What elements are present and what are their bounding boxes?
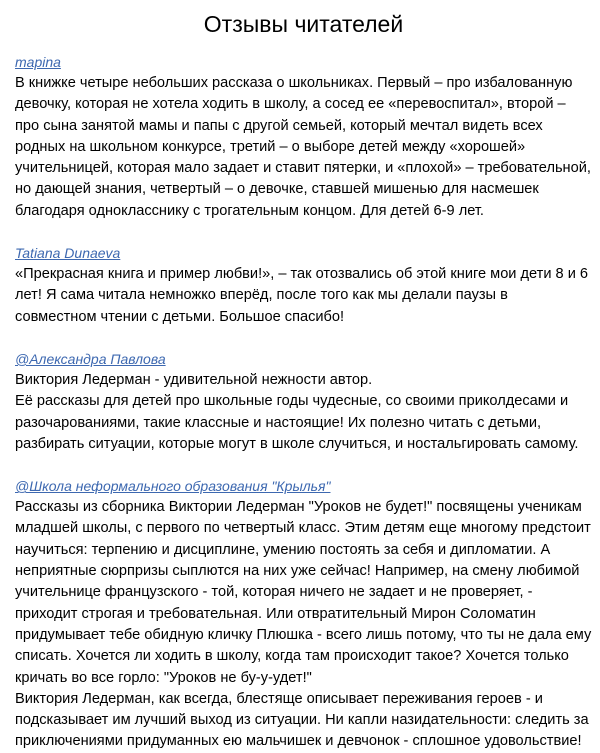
review-item (15, 348, 592, 455)
review-text: В книжке четыре небольших рассказа о школьниках. Первый – про избалованную девочку, которая не хотела ходить в школу, а сосед ее «перевоспитал», второй – про сына занятой мамы и папы с другой семьей, который мечтал видеть всех родных на школьном конкурсе, третий – о выборе детей между «хорошей» учительницей, которая мало задает и ставит пятерки, и «плохой» – требовательной, но дающей знания, четвертый – о девочке, ставшей мишенью для насмешек благодаря однокласснику с трогательным концом. Для детей 6-9 лет. (15, 75, 591, 219)
review-text: «Прекрасная книга и пример любви!», – так отозвались об этой книге мои дети 8 и 6 лет! Я сама читала немножко вперёд, после того как мы делали паузы в совместном чтении с детьми. Большое спасибо! (15, 266, 589, 325)
review-item (15, 475, 592, 753)
review-text: Рассказы из сборника Виктории Ледерман "Уроков не будет!" посвящены ученикам младшей школы, с первого по четвертый класс. Этим детям еще многому предстоит научиться: терпению и дисциплине, умению постоять за себя и дипломатии. А неприятные сюрпризы сыплются на них уже сейчас! Например, на смену любимой учительнице французского - той, которая ничего не задает и не проверяет, - приходит строгая и требовательная. Или отвратительный Мирон Соломатин придумывает тебе обидную кличку Плюшка - всего лишь потому, что ты не дала ему списать. Хочется ли ходить в школу, когда там происходит такое? Хочется только кричать во все горло: "Уроков не бу-у-удет!" Виктория Ледерман, как всегда, блестяще описывает переживания героев - и подсказывает им лучший выход из ситуации. Ни капли назидательности: следить за приключениями придуманных ею мальчишек и девчонок - сплошное удовольствие! (15, 499, 592, 750)
review-author-link[interactable]: Tatiana Dunaeva (15, 245, 121, 262)
review-text: Виктория Ледерман - удивительной нежности автор. Её рассказы для детей про школьные годы чудесные, со своими приколдесами и разочарованиями, такие классные и настоящие! Их полезно читать с детьми, разбирать ситуации, которые могут в школе случиться, и ностальгировать самому. (15, 371, 579, 452)
review-item (15, 242, 592, 328)
review-author-link[interactable]: mapina (15, 54, 61, 70)
review-author-link[interactable]: @Школа неформального образования "Крылья" (15, 478, 331, 495)
page-title: Отзывы читателей (203, 11, 404, 37)
review-item (15, 51, 592, 222)
review-author-link[interactable]: @Александра Павлова (15, 350, 166, 367)
